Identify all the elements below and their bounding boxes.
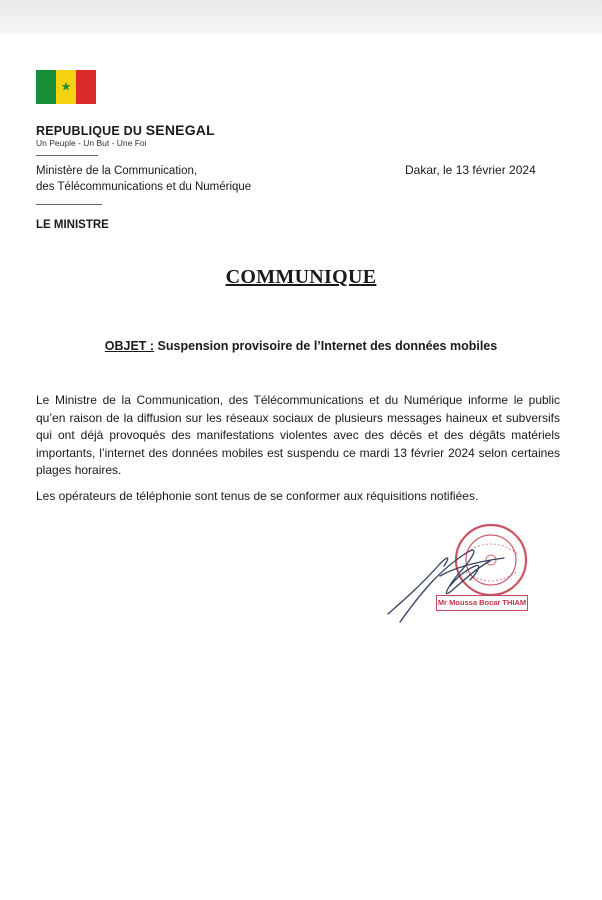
ministry-name bbox=[36, 163, 251, 195]
divider bbox=[36, 155, 98, 156]
star-icon: ★ bbox=[60, 79, 72, 94]
top-strip bbox=[0, 0, 602, 34]
body-paragraph-2: Les opérateurs de téléphonie sont tenus de se conformer aux réquisitions notifiées. bbox=[36, 489, 479, 503]
ministry-line-2: des Télécommunications et du Numérique bbox=[36, 181, 252, 193]
republic-prefix: REPUBLIQUE DU bbox=[36, 124, 146, 138]
republic-name: SENEGAL bbox=[145, 122, 215, 138]
flag-band-yellow bbox=[56, 70, 76, 104]
ministry-line-1: Ministère de la Communication, bbox=[36, 165, 198, 177]
handwritten-signature-icon bbox=[388, 550, 504, 622]
body-paragraph-1: Le Ministre de la Communication, des Télécommunications et du Numérique informe le public qu’en raison de la diffusion sur les réseaux sociaux de plusieurs messages haineux et subversifs qui ont déjà provoqués des manifestations violentes avec des décès et des dégâts matériels importants, l’internet des données mobiles est suspendu ce mardi 13 février 2024 selon certaines plages horaires. bbox=[36, 393, 560, 477]
minister-heading: LE MINISTRE bbox=[36, 219, 109, 231]
document-date: Dakar, le 13 février 2024 bbox=[405, 163, 536, 177]
subject-text: Suspension provisoire de l’Internet des données mobiles bbox=[154, 339, 498, 353]
document-page bbox=[0, 34, 602, 900]
divider bbox=[36, 204, 102, 205]
flag-band-red bbox=[76, 70, 96, 104]
national-motto: Un Peuple - Un But - Une Foi bbox=[36, 138, 147, 148]
senegal-flag-icon bbox=[36, 70, 96, 104]
signatory-name: Mr Moussa Bocar THIAM bbox=[436, 595, 528, 611]
signature-stamp bbox=[380, 514, 550, 634]
document-title: COMMUNIQUE bbox=[225, 266, 377, 288]
subject-line bbox=[0, 339, 602, 353]
subject-label: OBJET : bbox=[104, 339, 155, 353]
republic-heading bbox=[36, 122, 215, 138]
flag-band-green bbox=[36, 70, 56, 104]
